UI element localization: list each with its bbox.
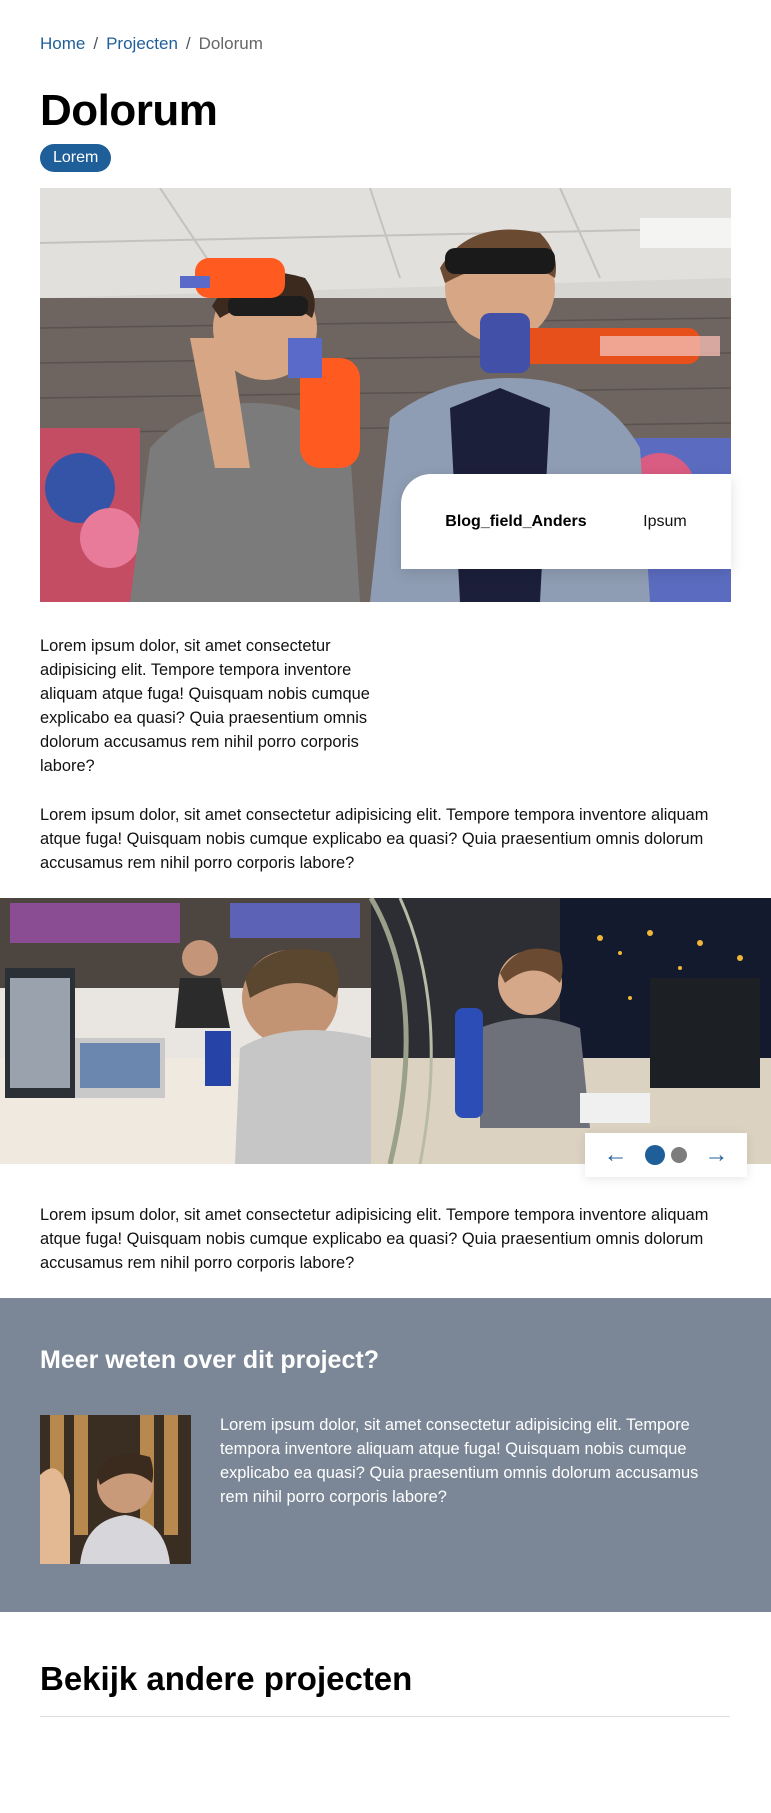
divider [40,1716,730,1717]
breadcrumb-current: Dolorum [198,34,263,53]
page-title: Dolorum [40,86,218,135]
info-field-label: Blog_field_Anders [445,512,587,530]
slider-dot[interactable] [671,1147,687,1163]
contact-avatar [40,1415,191,1564]
intro-paragraph: Lorem ipsum dolor, sit amet consectetur adipisicing elit. Tempore tempora inventore aliquam atque fuga! Quisquam nobis cumque explicabo ea quasi? Quia praesentium omnis dolorum accusamus rem nihil porro corporis labore? [40,637,370,775]
body-paragraph: Lorem ipsum dolor, sit amet consectetur adipisicing elit. Tempore tempora inventore aliquam atque fuga! Quisquam nobis cumque explicabo ea quasi? Quia praesentium omnis dolorum accusamus rem nihil porro corporis labore? [40,806,709,872]
info-field-value: Ipsum [643,512,687,530]
body-paragraph: Lorem ipsum dolor, sit amet consectetur adipisicing elit. Tempore tempora inventore aliquam atque fuga! Quisquam nobis cumque explicabo ea quasi? Quia praesentium omnis dolorum accusamus rem nihil porro corporis labore? [40,1206,709,1272]
breadcrumb [40,34,263,54]
arrow-left-icon[interactable]: ← [603,1141,628,1168]
category-tag[interactable]: Lorem [40,144,111,172]
contact-title: Meer weten over dit project? [40,1346,379,1374]
contact-text: Lorem ipsum dolor, sit amet consectetur adipisicing elit. Tempore tempora inventore aliquam atque fuga! Quisquam nobis cumque explicabo ea quasi? Quia praesentium omnis dolorum accusamus rem nihil porro corporis labore? [220,1416,699,1506]
breadcrumb-separator: / [185,34,191,53]
contact-section [0,1298,771,1612]
breadcrumb-separator: / [93,34,99,53]
slider-pagination [645,1145,687,1165]
breadcrumb-projects-link[interactable]: Projecten [106,34,178,53]
slider-dot-active[interactable] [645,1145,665,1165]
slider-controls [585,1133,747,1177]
project-info-card [401,474,731,569]
breadcrumb-home-link[interactable]: Home [40,34,86,53]
other-projects-title: Bekijk andere projecten [40,1660,413,1697]
image-slider [0,898,771,1164]
arrow-right-icon[interactable]: → [704,1141,729,1168]
